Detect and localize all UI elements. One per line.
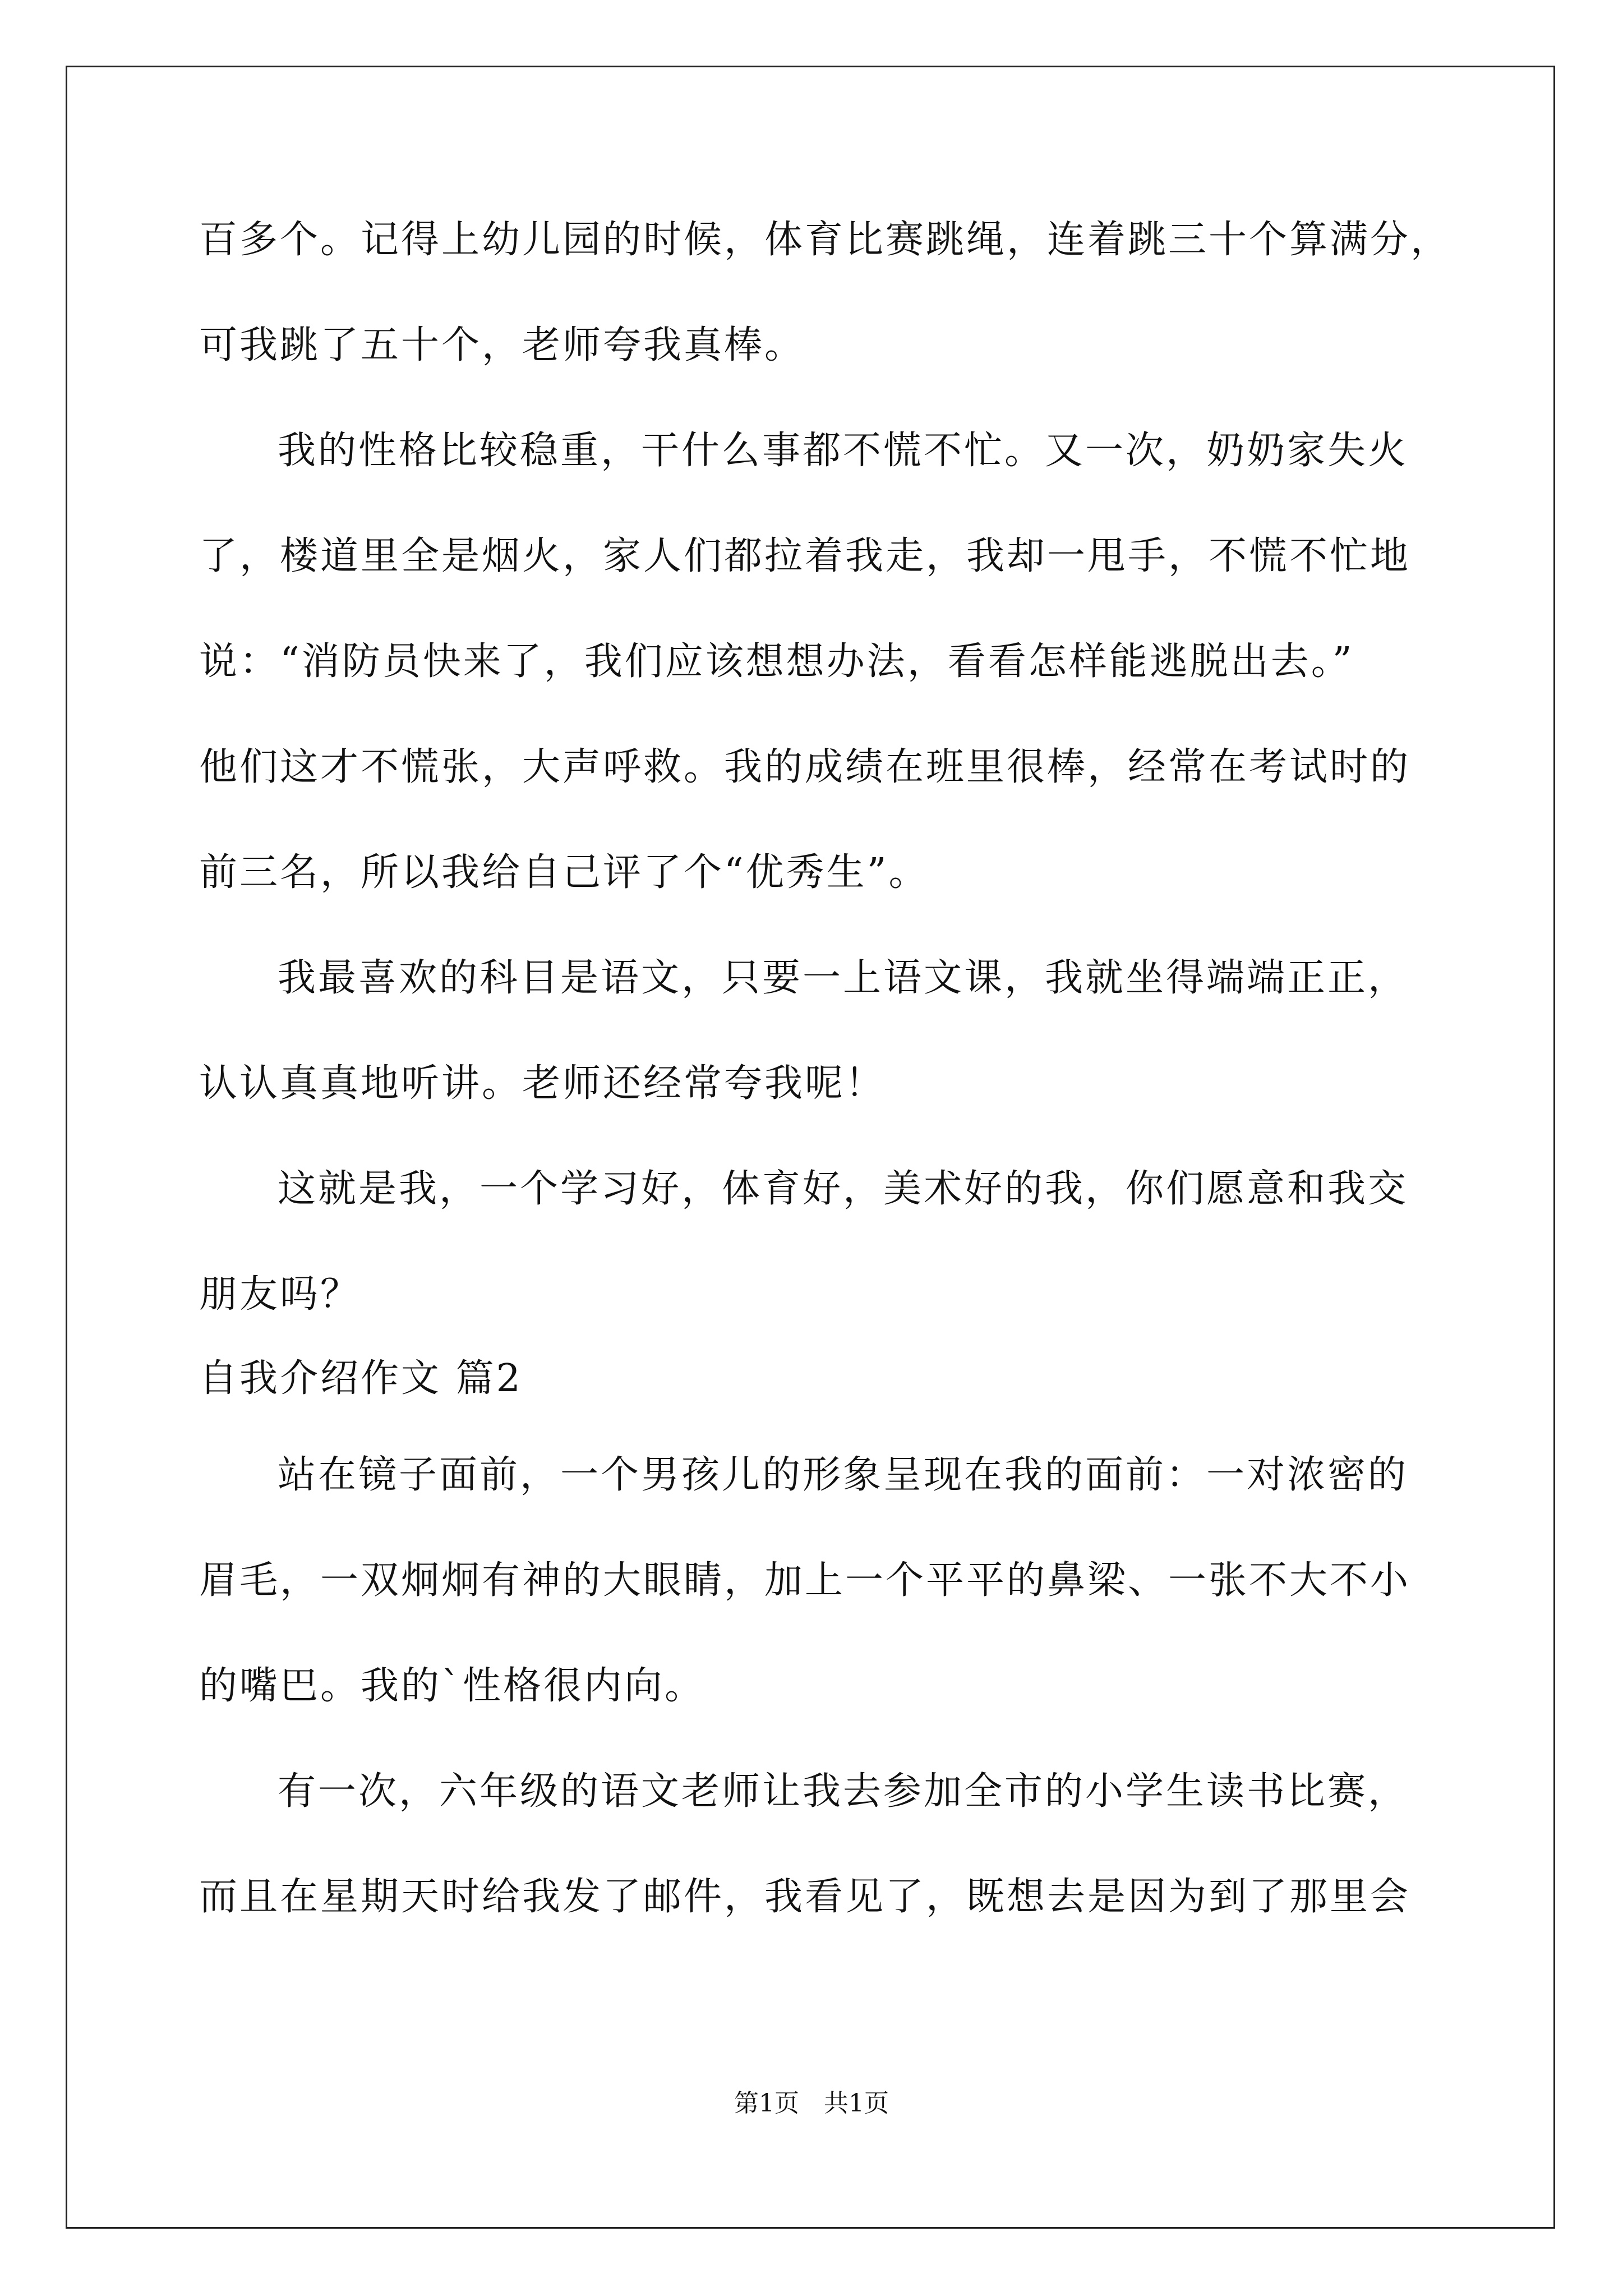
- page-footer: 第1页 共1页: [734, 2089, 889, 2118]
- text-line: 而且在星期天时给我发了邮件，我看见了，既想去是因为到了那里会: [199, 1875, 1411, 1919]
- text-line: 百多个。记得上幼儿园的时候，体育比赛跳绳，连着跳三十个算满分，: [199, 218, 1451, 262]
- text-line: 他们这才不慌张，大声呼救。我的成绩在班里很棒，经常在考试时的: [199, 745, 1411, 789]
- text-line: 了，楼道里全是烟火，家人们都拉着我走，我却一甩手，不慌不忙地: [199, 534, 1411, 578]
- paragraph-first-line: 站在镜子面前，一个男孩儿的形象呈现在我的面前：一对浓密的: [278, 1453, 1409, 1497]
- text-line: 认认真真地听讲。老师还经常夸我呢！: [199, 1061, 886, 1106]
- text-line: 说：“消防员快来了，我们应该想想办法，看看怎样能逃脱出去。”: [199, 639, 1354, 684]
- text-line: 眉毛，一双炯炯有神的大眼睛，加上一个平平的鼻梁、一张不大不小: [199, 1558, 1411, 1603]
- paragraph-first-line: 我的性格比较稳重，干什么事都不慌不忙。又一次，奶奶家失火: [278, 429, 1409, 473]
- paragraph-first-line: 这就是我，一个学习好，体育好，美术好的我，你们愿意和我交: [278, 1167, 1409, 1211]
- text-line: 的嘴巴。我的`性格很内向。: [199, 1664, 706, 1708]
- paragraph-first-line: 有一次，六年级的语文老师让我去参加全市的小学生读书比赛，: [278, 1769, 1409, 1814]
- paragraph-first-line: 我最喜欢的科目是语文，只要一上语文课，我就坐得端端正正，: [278, 956, 1409, 1000]
- section-heading: 自我介绍作文 篇2: [199, 1356, 523, 1401]
- text-line: 可我跳了五十个，老师夸我真棒。: [199, 323, 805, 367]
- text-line: 前三名，所以我给自己评了个“优秀生”。: [199, 850, 929, 895]
- text-line: 朋友吗？: [199, 1272, 361, 1317]
